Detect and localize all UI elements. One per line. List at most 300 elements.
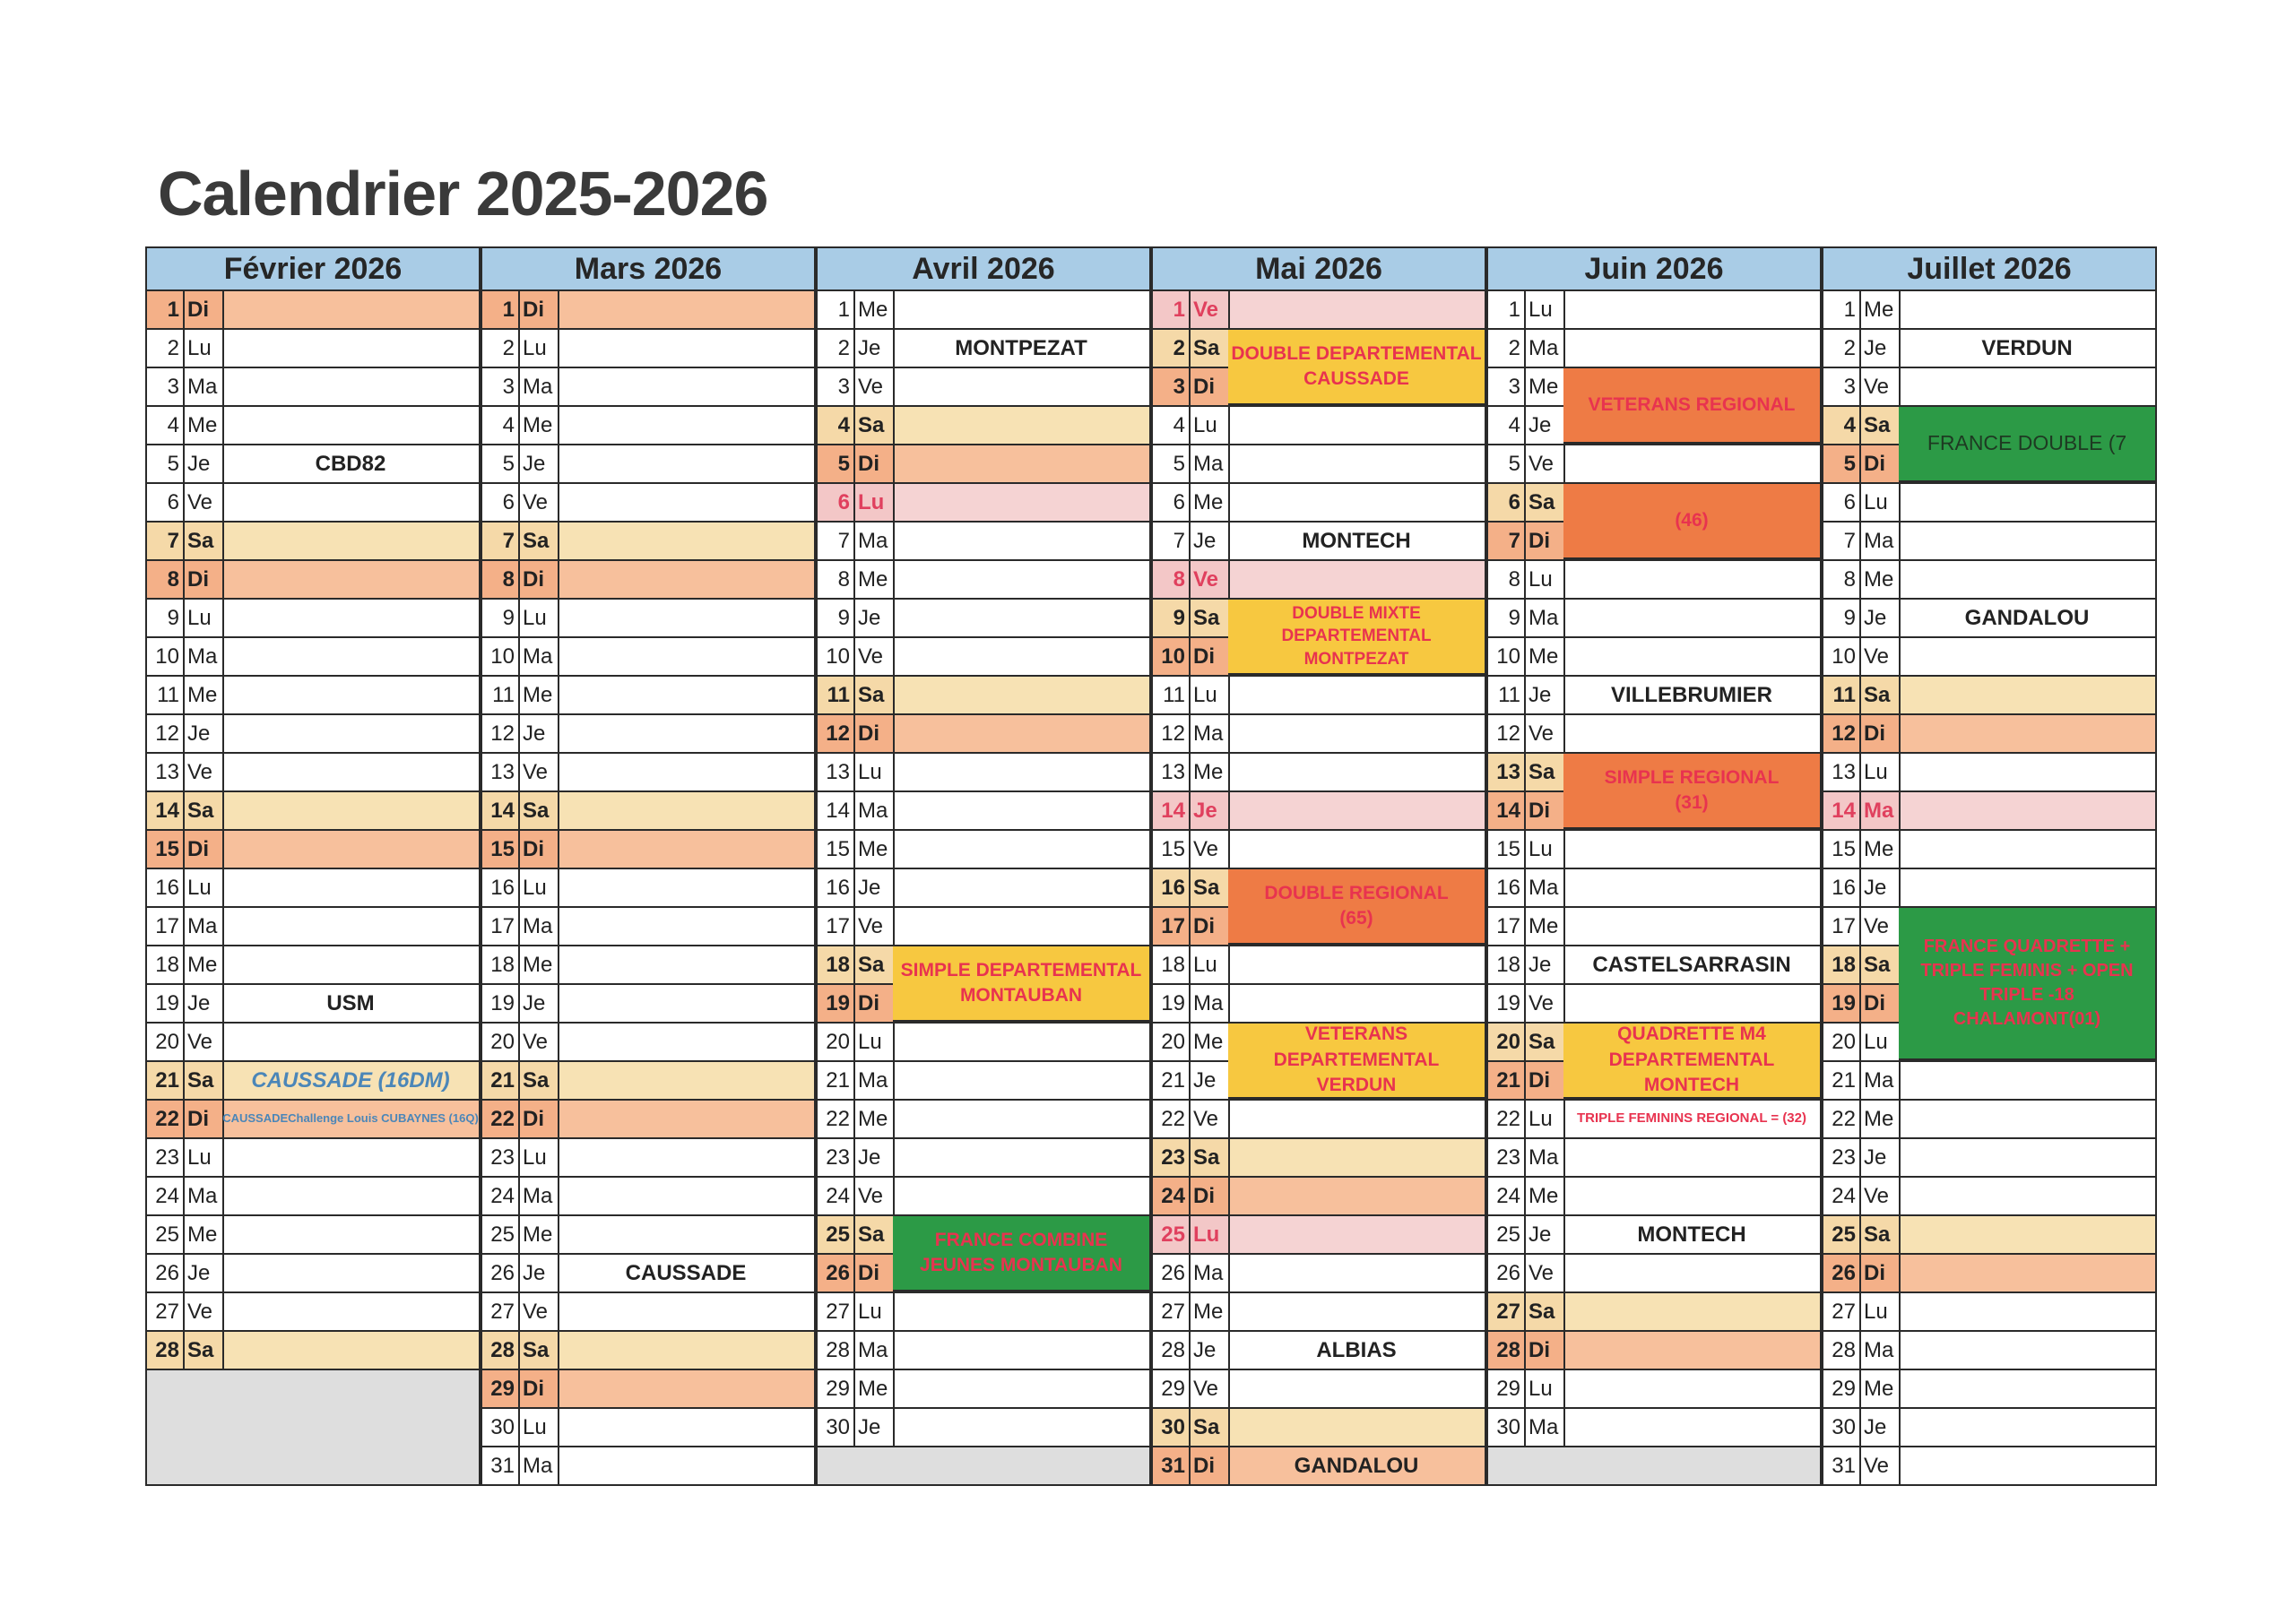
event-cell[interactable]: [559, 754, 814, 790]
event-cell[interactable]: [895, 908, 1149, 945]
day-row[interactable]: [1151, 291, 1486, 330]
event-cell[interactable]: [895, 1101, 1149, 1137]
day-row[interactable]: [145, 908, 481, 946]
day-row[interactable]: [481, 946, 816, 985]
day-row[interactable]: [481, 407, 816, 445]
day-row[interactable]: [145, 869, 481, 908]
event-cell[interactable]: [1901, 523, 2155, 559]
event-label[interactable]: VILLEBRUMIER: [1611, 682, 1772, 707]
event-cell[interactable]: [559, 638, 814, 675]
day-row[interactable]: [1486, 1139, 1822, 1178]
event-cell[interactable]: [895, 754, 1149, 790]
day-row[interactable]: [481, 445, 816, 484]
event-cell[interactable]: [224, 484, 479, 521]
event-cell[interactable]: [895, 638, 1149, 675]
event-cell[interactable]: [559, 523, 814, 559]
event-cell[interactable]: [224, 638, 479, 675]
event-cell[interactable]: [1901, 1370, 2155, 1407]
event-cell[interactable]: [895, 715, 1149, 752]
day-row[interactable]: [145, 831, 481, 869]
day-row[interactable]: [1151, 1255, 1486, 1293]
event-cell[interactable]: [224, 523, 479, 559]
day-row[interactable]: [1486, 831, 1822, 869]
day-row[interactable]: [1486, 1332, 1822, 1370]
day-row[interactable]: [481, 561, 816, 600]
day-row[interactable]: [481, 792, 816, 831]
day-row[interactable]: [145, 1178, 481, 1216]
day-row[interactable]: [1151, 715, 1486, 754]
event-label[interactable]: MONTECH: [1302, 528, 1411, 553]
event-cell[interactable]: [895, 1409, 1149, 1446]
day-row[interactable]: [816, 869, 1151, 908]
day-row[interactable]: [1151, 831, 1486, 869]
day-row[interactable]: [145, 1139, 481, 1178]
event-cell[interactable]: [559, 985, 814, 1022]
event-cell[interactable]: [224, 792, 479, 829]
event-cell[interactable]: [895, 831, 1149, 868]
event-cell[interactable]: [224, 677, 479, 713]
day-row[interactable]: [1151, 1293, 1486, 1332]
event-label[interactable]: GANDALOU: [1964, 605, 2090, 630]
day-row[interactable]: [1151, 445, 1486, 484]
day-row[interactable]: [1822, 1447, 2157, 1486]
day-row[interactable]: [481, 1332, 816, 1370]
event-cell[interactable]: [1901, 561, 2155, 598]
event-cell[interactable]: [559, 484, 814, 521]
day-row[interactable]: [1822, 523, 2157, 561]
event-cell[interactable]: [895, 1139, 1149, 1176]
day-row[interactable]: [816, 523, 1151, 561]
day-row[interactable]: [1822, 792, 2157, 831]
event-cell[interactable]: [1230, 291, 1485, 328]
event-cell[interactable]: [1901, 484, 2155, 521]
event-cell[interactable]: [224, 291, 479, 328]
event-cell[interactable]: [1230, 792, 1485, 829]
day-row[interactable]: [1151, 561, 1486, 600]
event-cell[interactable]: [224, 1178, 479, 1214]
event-cell[interactable]: [1230, 561, 1485, 598]
day-row[interactable]: [1486, 715, 1822, 754]
event-label[interactable]: VERDUN: [1981, 335, 2073, 360]
event-label[interactable]: CBD82: [315, 451, 386, 476]
day-row[interactable]: [1822, 1409, 2157, 1447]
day-row[interactable]: [481, 1062, 816, 1101]
event-cell[interactable]: [1565, 908, 1820, 945]
day-row[interactable]: [1151, 407, 1486, 445]
event-cell[interactable]: [559, 1024, 814, 1060]
event-cell[interactable]: [895, 677, 1149, 713]
event-cell[interactable]: [1230, 1255, 1485, 1291]
event-cell[interactable]: [1901, 1447, 2155, 1484]
day-row[interactable]: [1822, 754, 2157, 792]
day-row[interactable]: [145, 638, 481, 677]
day-row[interactable]: [1151, 1101, 1486, 1139]
event-cell[interactable]: [559, 1139, 814, 1176]
day-row[interactable]: [1151, 484, 1486, 523]
event-cell[interactable]: [895, 561, 1149, 598]
event-cell[interactable]: [559, 831, 814, 868]
event-cell[interactable]: [1565, 291, 1820, 328]
event-block[interactable]: VETERANS REGIONAL: [1563, 368, 1820, 444]
day-row[interactable]: [481, 831, 816, 869]
event-label[interactable]: GANDALOU: [1294, 1453, 1419, 1478]
event-cell[interactable]: [1901, 1409, 2155, 1446]
event-cell[interactable]: [224, 946, 479, 983]
event-cell[interactable]: [895, 1293, 1149, 1330]
event-cell[interactable]: [224, 368, 479, 405]
event-cell[interactable]: [1565, 561, 1820, 598]
event-block[interactable]: DOUBLE MIXTE DEPARTEMENTAL MONTPEZAT: [1228, 600, 1485, 675]
day-row[interactable]: [1151, 677, 1486, 715]
day-row[interactable]: [816, 908, 1151, 946]
event-label[interactable]: TRIPLE FEMININS REGIONAL = (32): [1576, 1110, 1806, 1127]
event-cell[interactable]: [1565, 1178, 1820, 1214]
event-cell[interactable]: [1230, 1370, 1485, 1407]
day-row[interactable]: [481, 1293, 816, 1332]
event-cell[interactable]: [559, 1216, 814, 1253]
event-cell[interactable]: [559, 445, 814, 482]
event-cell[interactable]: [1565, 1332, 1820, 1369]
day-row[interactable]: [816, 407, 1151, 445]
event-block[interactable]: SIMPLE REGIONAL (31): [1563, 754, 1820, 829]
event-cell[interactable]: [1230, 754, 1485, 790]
event-cell[interactable]: [559, 1370, 814, 1407]
event-block[interactable]: DOUBLE DEPARTEMENTAL CAUSSADE: [1228, 330, 1485, 405]
event-cell[interactable]: [224, 600, 479, 636]
event-cell[interactable]: [1230, 715, 1485, 752]
day-row[interactable]: [145, 407, 481, 445]
day-row[interactable]: [481, 754, 816, 792]
event-cell[interactable]: [1565, 1370, 1820, 1407]
event-cell[interactable]: [559, 869, 814, 906]
day-row[interactable]: [481, 600, 816, 638]
event-cell[interactable]: [1230, 1101, 1485, 1137]
event-cell[interactable]: [559, 600, 814, 636]
day-row[interactable]: [481, 677, 816, 715]
event-cell[interactable]: [895, 1062, 1149, 1099]
day-row[interactable]: [1486, 908, 1822, 946]
day-row[interactable]: [145, 561, 481, 600]
day-row[interactable]: [1151, 792, 1486, 831]
day-row[interactable]: [816, 368, 1151, 407]
day-row[interactable]: [145, 792, 481, 831]
event-cell[interactable]: [559, 1332, 814, 1369]
day-row[interactable]: [1486, 869, 1822, 908]
event-cell[interactable]: [1901, 1216, 2155, 1253]
day-row[interactable]: [1486, 600, 1822, 638]
day-row[interactable]: [1486, 445, 1822, 484]
event-cell[interactable]: [895, 407, 1149, 444]
day-row[interactable]: [1151, 946, 1486, 985]
day-row[interactable]: [145, 1216, 481, 1255]
event-cell[interactable]: [559, 368, 814, 405]
day-row[interactable]: [145, 523, 481, 561]
event-cell[interactable]: [1230, 946, 1485, 983]
event-block[interactable]: QUADRETTE M4 DEPARTEMENTAL MONTECH: [1563, 1024, 1820, 1099]
event-cell[interactable]: [1901, 677, 2155, 713]
event-cell[interactable]: [895, 600, 1149, 636]
event-cell[interactable]: [224, 407, 479, 444]
event-block[interactable]: FRANCE QUADRETTE + TRIPLE FEMINIS + OPEN TRIPLE -18 CHALAMONT(01): [1899, 908, 2155, 1060]
day-row[interactable]: [145, 1255, 481, 1293]
day-row[interactable]: [1151, 1216, 1486, 1255]
day-row[interactable]: [816, 561, 1151, 600]
event-cell[interactable]: [224, 1139, 479, 1176]
day-row[interactable]: [1822, 1332, 2157, 1370]
day-row[interactable]: [481, 1370, 816, 1409]
event-cell[interactable]: [895, 523, 1149, 559]
event-cell[interactable]: [1901, 638, 2155, 675]
event-label[interactable]: CAUSSADE (16DM): [251, 1067, 450, 1093]
day-row[interactable]: [1486, 1178, 1822, 1216]
event-cell[interactable]: [1901, 368, 2155, 405]
day-row[interactable]: [1151, 1139, 1486, 1178]
event-cell[interactable]: [559, 330, 814, 367]
day-row[interactable]: [481, 715, 816, 754]
event-cell[interactable]: [224, 1332, 479, 1369]
event-cell[interactable]: [1901, 715, 2155, 752]
day-row[interactable]: [1822, 831, 2157, 869]
event-cell[interactable]: [895, 792, 1149, 829]
day-row[interactable]: [481, 1178, 816, 1216]
event-block[interactable]: (46): [1563, 484, 1820, 559]
event-cell[interactable]: [1565, 1255, 1820, 1291]
day-row[interactable]: [1822, 561, 2157, 600]
event-cell[interactable]: [895, 1178, 1149, 1214]
event-cell[interactable]: [224, 831, 479, 868]
day-row[interactable]: [1486, 1409, 1822, 1447]
event-cell[interactable]: [895, 1370, 1149, 1407]
event-label[interactable]: MONTECH: [1637, 1222, 1746, 1247]
event-cell[interactable]: [224, 1216, 479, 1253]
day-row[interactable]: [145, 1024, 481, 1062]
event-cell[interactable]: [559, 1101, 814, 1137]
event-cell[interactable]: [224, 1024, 479, 1060]
day-row[interactable]: [1822, 1139, 2157, 1178]
day-row[interactable]: [1822, 1062, 2157, 1101]
event-cell[interactable]: [895, 484, 1149, 521]
day-row[interactable]: [1151, 1409, 1486, 1447]
day-row[interactable]: [1486, 985, 1822, 1024]
day-row[interactable]: [816, 1409, 1151, 1447]
event-cell[interactable]: [1901, 1255, 2155, 1291]
event-cell[interactable]: [1565, 1139, 1820, 1176]
day-row[interactable]: [816, 638, 1151, 677]
day-row[interactable]: [481, 330, 816, 368]
event-cell[interactable]: [559, 407, 814, 444]
event-cell[interactable]: [224, 330, 479, 367]
day-row[interactable]: [816, 291, 1151, 330]
event-cell[interactable]: [224, 754, 479, 790]
day-row[interactable]: [1822, 1255, 2157, 1293]
event-cell[interactable]: [895, 1024, 1149, 1060]
day-row[interactable]: [145, 715, 481, 754]
event-cell[interactable]: [1901, 792, 2155, 829]
event-cell[interactable]: [559, 792, 814, 829]
event-cell[interactable]: [559, 291, 814, 328]
event-cell[interactable]: [1565, 1409, 1820, 1446]
event-cell[interactable]: [1565, 869, 1820, 906]
event-cell[interactable]: [895, 291, 1149, 328]
event-cell[interactable]: [1565, 445, 1820, 482]
day-row[interactable]: [816, 1139, 1151, 1178]
day-row[interactable]: [1822, 368, 2157, 407]
day-row[interactable]: [145, 1293, 481, 1332]
event-cell[interactable]: [559, 1447, 814, 1484]
day-row[interactable]: [816, 484, 1151, 523]
day-row[interactable]: [1822, 638, 2157, 677]
event-cell[interactable]: [1901, 1139, 2155, 1176]
event-cell[interactable]: [1230, 831, 1485, 868]
event-cell[interactable]: [1230, 484, 1485, 521]
day-row[interactable]: [481, 1139, 816, 1178]
day-row[interactable]: [145, 600, 481, 638]
event-block[interactable]: FRANCE DOUBLE (7: [1899, 407, 2155, 482]
day-row[interactable]: [1822, 484, 2157, 523]
day-row[interactable]: [1151, 985, 1486, 1024]
day-row[interactable]: [1822, 1216, 2157, 1255]
day-row[interactable]: [481, 291, 816, 330]
day-row[interactable]: [145, 754, 481, 792]
event-cell[interactable]: [1901, 831, 2155, 868]
event-cell[interactable]: [1565, 715, 1820, 752]
day-row[interactable]: [481, 1409, 816, 1447]
day-row[interactable]: [1486, 1255, 1822, 1293]
day-row[interactable]: [481, 908, 816, 946]
day-row[interactable]: [816, 445, 1151, 484]
event-block[interactable]: DOUBLE REGIONAL (65): [1228, 869, 1485, 945]
day-row[interactable]: [1822, 1178, 2157, 1216]
event-cell[interactable]: [224, 908, 479, 945]
day-row[interactable]: [481, 1101, 816, 1139]
day-row[interactable]: [481, 985, 816, 1024]
day-row[interactable]: [1822, 869, 2157, 908]
event-cell[interactable]: [1565, 600, 1820, 636]
day-row[interactable]: [1151, 1370, 1486, 1409]
event-cell[interactable]: [1230, 445, 1485, 482]
event-block[interactable]: SIMPLE DEPARTEMENTAL MONTAUBAN: [893, 946, 1149, 1022]
day-row[interactable]: [816, 1062, 1151, 1101]
event-cell[interactable]: [1565, 638, 1820, 675]
day-row[interactable]: [481, 523, 816, 561]
event-cell[interactable]: [1230, 407, 1485, 444]
event-cell[interactable]: [1901, 1332, 2155, 1369]
day-row[interactable]: [1486, 1293, 1822, 1332]
event-cell[interactable]: [1901, 869, 2155, 906]
day-row[interactable]: [816, 677, 1151, 715]
day-row[interactable]: [145, 368, 481, 407]
event-cell[interactable]: [559, 715, 814, 752]
event-cell[interactable]: [895, 1332, 1149, 1369]
event-cell[interactable]: [1230, 1293, 1485, 1330]
event-cell[interactable]: [895, 869, 1149, 906]
event-cell[interactable]: [895, 368, 1149, 405]
day-row[interactable]: [816, 1024, 1151, 1062]
event-cell[interactable]: [1230, 677, 1485, 713]
event-cell[interactable]: [1565, 1293, 1820, 1330]
event-cell[interactable]: [224, 561, 479, 598]
event-cell[interactable]: [559, 1062, 814, 1099]
day-row[interactable]: [481, 1447, 816, 1486]
event-block[interactable]: FRANCE COMBINE JEUNES MONTAUBAN: [893, 1216, 1149, 1291]
day-row[interactable]: [145, 946, 481, 985]
day-row[interactable]: [1486, 561, 1822, 600]
event-cell[interactable]: [224, 869, 479, 906]
event-cell[interactable]: [1565, 985, 1820, 1022]
day-row[interactable]: [1822, 715, 2157, 754]
day-row[interactable]: [816, 1293, 1151, 1332]
event-cell[interactable]: [1230, 1409, 1485, 1446]
day-row[interactable]: [1822, 1370, 2157, 1409]
event-cell[interactable]: [1901, 291, 2155, 328]
event-cell[interactable]: [559, 1293, 814, 1330]
day-row[interactable]: [816, 1370, 1151, 1409]
day-row[interactable]: [145, 677, 481, 715]
event-cell[interactable]: [895, 445, 1149, 482]
day-row[interactable]: [1151, 1178, 1486, 1216]
event-cell[interactable]: [224, 1255, 479, 1291]
event-cell[interactable]: [1901, 1293, 2155, 1330]
event-cell[interactable]: [1230, 985, 1485, 1022]
day-row[interactable]: [1486, 638, 1822, 677]
day-row[interactable]: [481, 638, 816, 677]
event-cell[interactable]: [559, 908, 814, 945]
event-label[interactable]: CAUSSADEChallenge Louis CUBAYNES (16Q): [222, 1111, 479, 1126]
day-row[interactable]: [1151, 754, 1486, 792]
event-label[interactable]: ALBIAS: [1316, 1337, 1397, 1362]
day-row[interactable]: [1822, 291, 2157, 330]
event-cell[interactable]: [1230, 1178, 1485, 1214]
day-row[interactable]: [816, 754, 1151, 792]
event-cell[interactable]: [559, 677, 814, 713]
day-row[interactable]: [1486, 330, 1822, 368]
day-row[interactable]: [481, 368, 816, 407]
event-block[interactable]: VETERANS DEPARTEMENTAL VERDUN: [1228, 1024, 1485, 1099]
day-row[interactable]: [145, 484, 481, 523]
event-label[interactable]: CAUSSADE: [625, 1260, 747, 1285]
day-row[interactable]: [1822, 1101, 2157, 1139]
event-cell[interactable]: [559, 1409, 814, 1446]
day-row[interactable]: [481, 869, 816, 908]
day-row[interactable]: [816, 831, 1151, 869]
day-row[interactable]: [816, 1332, 1151, 1370]
event-cell[interactable]: [224, 715, 479, 752]
day-row[interactable]: [816, 1178, 1151, 1216]
event-cell[interactable]: [1901, 1062, 2155, 1099]
event-cell[interactable]: [1230, 1139, 1485, 1176]
day-row[interactable]: [816, 715, 1151, 754]
event-cell[interactable]: [1565, 831, 1820, 868]
event-label[interactable]: MONTPEZAT: [955, 335, 1087, 360]
day-row[interactable]: [481, 1216, 816, 1255]
day-row[interactable]: [816, 600, 1151, 638]
event-label[interactable]: USM: [326, 990, 375, 1015]
day-row[interactable]: [1486, 1370, 1822, 1409]
day-row[interactable]: [145, 291, 481, 330]
event-cell[interactable]: [1230, 1216, 1485, 1253]
event-cell[interactable]: [559, 946, 814, 983]
event-cell[interactable]: [1901, 754, 2155, 790]
event-cell[interactable]: [1901, 1101, 2155, 1137]
event-cell[interactable]: [559, 1178, 814, 1214]
event-cell[interactable]: [1565, 330, 1820, 367]
event-cell[interactable]: [224, 1293, 479, 1330]
day-row[interactable]: [1822, 1293, 2157, 1332]
event-cell[interactable]: [559, 561, 814, 598]
day-row[interactable]: [1486, 291, 1822, 330]
day-row[interactable]: [1822, 677, 2157, 715]
day-row[interactable]: [145, 1332, 481, 1370]
